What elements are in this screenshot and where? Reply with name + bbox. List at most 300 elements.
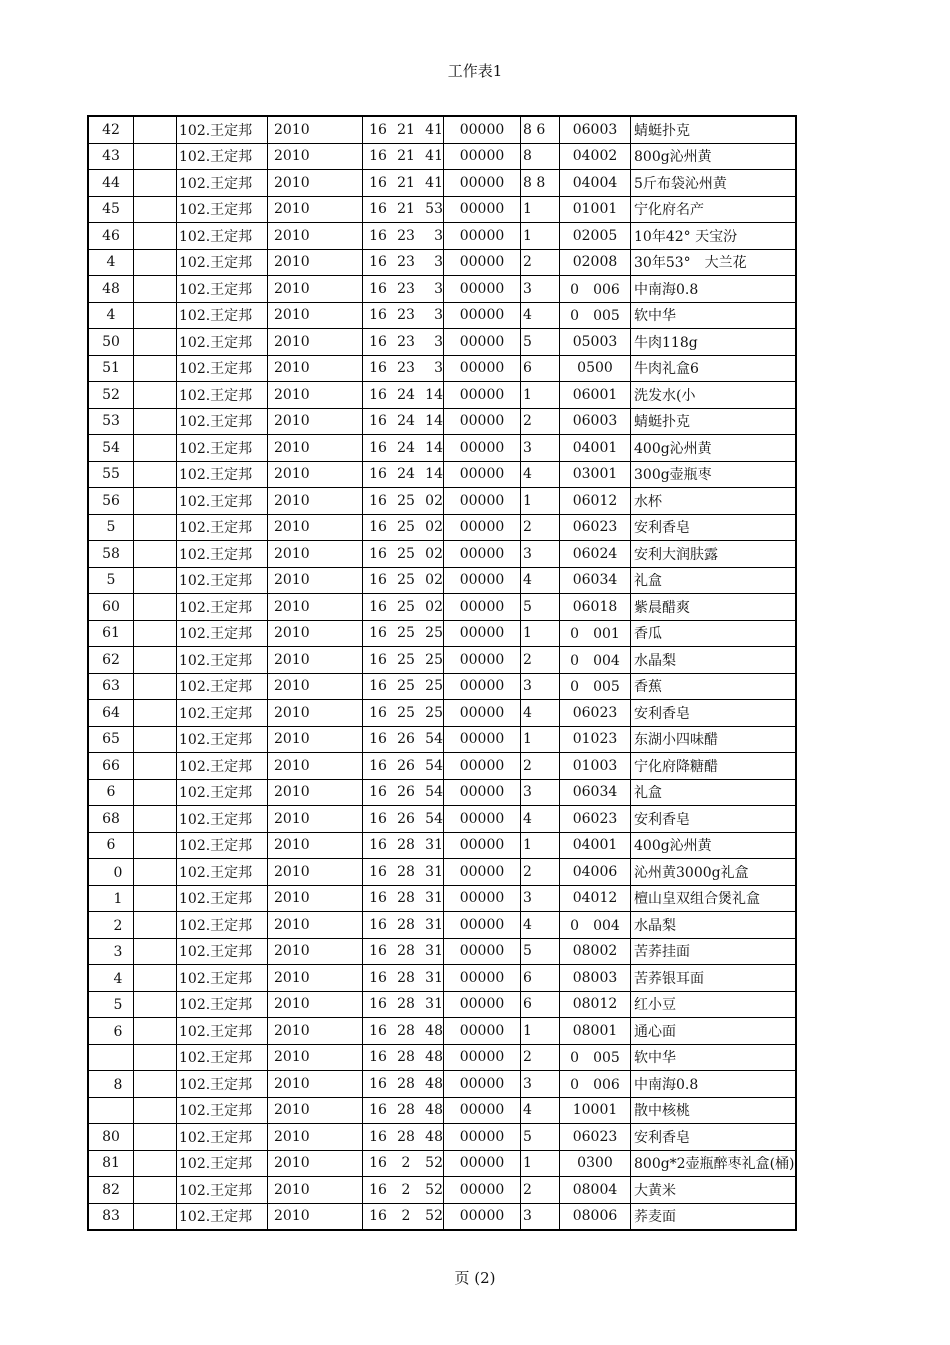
operator-name-cell: 102.王定邦 — [177, 1124, 268, 1151]
hour-cell: 28 — [393, 1124, 419, 1151]
product-code-cell: 0 001 — [560, 620, 631, 647]
row-number-cell: 5 — [88, 991, 134, 1018]
day-cell: 16 — [363, 726, 394, 753]
product-name-cell: 5斤布袋沁州黄 — [631, 170, 796, 197]
hour-cell: 2 — [393, 1150, 419, 1177]
day-cell: 16 — [363, 885, 394, 912]
table-row — [88, 912, 796, 939]
row-number-cell: 62 — [88, 647, 134, 674]
day-cell: 16 — [363, 647, 394, 674]
blank-cell — [134, 1044, 177, 1071]
operator-name-cell: 102.王定邦 — [177, 435, 268, 462]
blank-cell — [134, 541, 177, 568]
blank-cell — [134, 1124, 177, 1151]
product-name-cell: 散中核桃 — [631, 1097, 796, 1124]
operator-name-cell: 102.王定邦 — [177, 1044, 268, 1071]
blank-cell — [134, 1097, 177, 1124]
zero-code-cell: 00000 — [444, 726, 521, 753]
minute-cell: 14 — [419, 461, 444, 488]
product-code-cell: 01003 — [560, 753, 631, 780]
row-number-cell: 5 — [88, 567, 134, 594]
minute-cell: 54 — [419, 806, 444, 833]
operator-name-cell: 102.王定邦 — [177, 912, 268, 939]
day-cell: 16 — [363, 488, 394, 515]
row-number-cell: 46 — [88, 223, 134, 250]
hour-cell: 23 — [393, 223, 419, 250]
operator-name-cell: 102.王定邦 — [177, 965, 268, 992]
item-index-cell: 4 — [521, 806, 560, 833]
product-name-cell: 软中华 — [631, 302, 796, 329]
day-cell: 16 — [363, 779, 394, 806]
row-number-cell: 64 — [88, 700, 134, 727]
product-code-cell: 0 004 — [560, 912, 631, 939]
product-name-cell: 10年42° 天宝汾 — [631, 223, 796, 250]
operator-name-cell: 102.王定邦 — [177, 355, 268, 382]
row-number-cell — [88, 1044, 134, 1071]
product-name-cell: 30年53° 大兰花 — [631, 249, 796, 276]
day-cell: 16 — [363, 541, 394, 568]
minute-cell: 3 — [419, 329, 444, 356]
hour-cell: 23 — [393, 355, 419, 382]
minute-cell: 02 — [419, 488, 444, 515]
zero-code-cell: 00000 — [444, 673, 521, 700]
zero-code-cell: 00000 — [444, 1150, 521, 1177]
item-index-cell: 2 — [521, 514, 560, 541]
blank-cell — [134, 382, 177, 409]
year-cell: 2010 — [268, 1018, 363, 1045]
operator-name-cell: 102.王定邦 — [177, 647, 268, 674]
hour-cell: 26 — [393, 726, 419, 753]
product-code-cell: 03001 — [560, 461, 631, 488]
blank-cell — [134, 461, 177, 488]
year-cell: 2010 — [268, 1071, 363, 1098]
row-number-cell: 3 — [88, 938, 134, 965]
blank-cell — [134, 143, 177, 170]
year-cell: 2010 — [268, 276, 363, 303]
product-code-cell: 06023 — [560, 1124, 631, 1151]
year-cell: 2010 — [268, 541, 363, 568]
hour-cell: 23 — [393, 249, 419, 276]
table-row — [88, 408, 796, 435]
blank-cell — [134, 594, 177, 621]
year-cell: 2010 — [268, 832, 363, 859]
table-row — [88, 859, 796, 886]
item-index-cell: 1 — [521, 382, 560, 409]
day-cell: 16 — [363, 408, 394, 435]
item-index-cell: 5 — [521, 594, 560, 621]
product-code-cell: 0 006 — [560, 276, 631, 303]
minute-cell: 3 — [419, 223, 444, 250]
zero-code-cell: 00000 — [444, 647, 521, 674]
minute-cell: 3 — [419, 355, 444, 382]
table-row — [88, 1097, 796, 1124]
hour-cell: 21 — [393, 196, 419, 223]
product-name-cell: 牛肉118g — [631, 329, 796, 356]
table-row — [88, 567, 796, 594]
operator-name-cell: 102.王定邦 — [177, 1071, 268, 1098]
day-cell: 16 — [363, 302, 394, 329]
item-index-cell: 4 — [521, 567, 560, 594]
item-index-cell: 5 — [521, 938, 560, 965]
minute-cell: 25 — [419, 647, 444, 674]
operator-name-cell: 102.王定邦 — [177, 488, 268, 515]
zero-code-cell: 00000 — [444, 1044, 521, 1071]
minute-cell: 48 — [419, 1044, 444, 1071]
year-cell: 2010 — [268, 116, 363, 143]
day-cell: 16 — [363, 938, 394, 965]
product-name-cell: 800g*2壶瓶醉枣礼盒(桶) — [631, 1150, 796, 1177]
item-index-cell: 3 — [521, 541, 560, 568]
table-row — [88, 196, 796, 223]
minute-cell: 48 — [419, 1124, 444, 1151]
zero-code-cell: 00000 — [444, 196, 521, 223]
minute-cell: 31 — [419, 991, 444, 1018]
year-cell: 2010 — [268, 1177, 363, 1204]
hour-cell: 24 — [393, 382, 419, 409]
zero-code-cell: 00000 — [444, 223, 521, 250]
minute-cell: 31 — [419, 885, 444, 912]
minute-cell: 52 — [419, 1203, 444, 1230]
product-code-cell: 06012 — [560, 488, 631, 515]
blank-cell — [134, 859, 177, 886]
zero-code-cell: 00000 — [444, 435, 521, 462]
zero-code-cell: 00000 — [444, 567, 521, 594]
table-row — [88, 938, 796, 965]
day-cell: 16 — [363, 806, 394, 833]
row-number-cell: 61 — [88, 620, 134, 647]
row-number-cell — [88, 1097, 134, 1124]
blank-cell — [134, 514, 177, 541]
item-index-cell: 8 8 — [521, 170, 560, 197]
table-row — [88, 806, 796, 833]
zero-code-cell: 00000 — [444, 1177, 521, 1204]
day-cell: 16 — [363, 1150, 394, 1177]
blank-cell — [134, 779, 177, 806]
item-index-cell: 3 — [521, 1203, 560, 1230]
operator-name-cell: 102.王定邦 — [177, 541, 268, 568]
day-cell: 16 — [363, 276, 394, 303]
product-name-cell: 安利香皂 — [631, 806, 796, 833]
row-number-cell: 63 — [88, 673, 134, 700]
zero-code-cell: 00000 — [444, 461, 521, 488]
operator-name-cell: 102.王定邦 — [177, 779, 268, 806]
row-number-cell: 48 — [88, 276, 134, 303]
table-row — [88, 991, 796, 1018]
operator-name-cell: 102.王定邦 — [177, 1150, 268, 1177]
table-row — [88, 461, 796, 488]
hour-cell: 26 — [393, 779, 419, 806]
minute-cell: 3 — [419, 302, 444, 329]
blank-cell — [134, 170, 177, 197]
day-cell: 16 — [363, 1203, 394, 1230]
zero-code-cell: 00000 — [444, 938, 521, 965]
zero-code-cell: 00000 — [444, 832, 521, 859]
product-name-cell: 蜻蜓扑克 — [631, 408, 796, 435]
day-cell: 16 — [363, 673, 394, 700]
year-cell: 2010 — [268, 647, 363, 674]
table-row — [88, 223, 796, 250]
day-cell: 16 — [363, 700, 394, 727]
blank-cell — [134, 938, 177, 965]
hour-cell: 28 — [393, 991, 419, 1018]
item-index-cell: 6 — [521, 991, 560, 1018]
blank-cell — [134, 700, 177, 727]
product-name-cell: 香瓜 — [631, 620, 796, 647]
hour-cell: 26 — [393, 806, 419, 833]
table-row — [88, 726, 796, 753]
year-cell: 2010 — [268, 859, 363, 886]
product-code-cell: 01001 — [560, 196, 631, 223]
sheet-title: 工作表1 — [447, 62, 503, 80]
item-index-cell: 2 — [521, 753, 560, 780]
hour-cell: 25 — [393, 620, 419, 647]
day-cell: 16 — [363, 143, 394, 170]
year-cell: 2010 — [268, 408, 363, 435]
table-row — [88, 1150, 796, 1177]
minute-cell: 48 — [419, 1097, 444, 1124]
day-cell: 16 — [363, 196, 394, 223]
hour-cell: 25 — [393, 594, 419, 621]
table-row — [88, 832, 796, 859]
product-name-cell: 宁化府名产 — [631, 196, 796, 223]
day-cell: 16 — [363, 435, 394, 462]
item-index-cell: 1 — [521, 196, 560, 223]
minute-cell: 54 — [419, 753, 444, 780]
product-code-cell: 06003 — [560, 116, 631, 143]
blank-cell — [134, 647, 177, 674]
row-number-cell: 68 — [88, 806, 134, 833]
minute-cell: 3 — [419, 276, 444, 303]
product-name-cell: 礼盒 — [631, 567, 796, 594]
blank-cell — [134, 1177, 177, 1204]
item-index-cell: 4 — [521, 461, 560, 488]
item-index-cell: 2 — [521, 249, 560, 276]
product-name-cell: 紫晨醋爽 — [631, 594, 796, 621]
blank-cell — [134, 196, 177, 223]
blank-cell — [134, 223, 177, 250]
operator-name-cell: 102.王定邦 — [177, 382, 268, 409]
product-name-cell: 红小豆 — [631, 991, 796, 1018]
zero-code-cell: 00000 — [444, 1203, 521, 1230]
year-cell: 2010 — [268, 514, 363, 541]
item-index-cell: 3 — [521, 779, 560, 806]
zero-code-cell: 00000 — [444, 991, 521, 1018]
product-code-cell: 04004 — [560, 170, 631, 197]
table-row — [88, 170, 796, 197]
year-cell: 2010 — [268, 1203, 363, 1230]
operator-name-cell: 102.王定邦 — [177, 1018, 268, 1045]
minute-cell: 31 — [419, 965, 444, 992]
row-number-cell: 80 — [88, 1124, 134, 1151]
minute-cell: 41 — [419, 170, 444, 197]
table-row — [88, 1071, 796, 1098]
zero-code-cell: 00000 — [444, 1018, 521, 1045]
zero-code-cell: 00000 — [444, 514, 521, 541]
day-cell: 16 — [363, 170, 394, 197]
year-cell: 2010 — [268, 1097, 363, 1124]
minute-cell: 3 — [419, 249, 444, 276]
blank-cell — [134, 567, 177, 594]
day-cell: 16 — [363, 116, 394, 143]
row-number-cell: 82 — [88, 1177, 134, 1204]
day-cell: 16 — [363, 965, 394, 992]
hour-cell: 25 — [393, 700, 419, 727]
row-number-cell: 45 — [88, 196, 134, 223]
operator-name-cell: 102.王定邦 — [177, 832, 268, 859]
table-row — [88, 647, 796, 674]
operator-name-cell: 102.王定邦 — [177, 673, 268, 700]
row-number-cell: 4 — [88, 965, 134, 992]
product-code-cell: 0 005 — [560, 302, 631, 329]
blank-cell — [134, 408, 177, 435]
product-name-cell: 荞麦面 — [631, 1203, 796, 1230]
row-number-cell: 1 — [88, 885, 134, 912]
item-index-cell: 4 — [521, 302, 560, 329]
operator-name-cell: 102.王定邦 — [177, 859, 268, 886]
zero-code-cell: 00000 — [444, 1071, 521, 1098]
zero-code-cell: 00000 — [444, 116, 521, 143]
year-cell: 2010 — [268, 726, 363, 753]
year-cell: 2010 — [268, 965, 363, 992]
product-code-cell: 06034 — [560, 567, 631, 594]
table-row — [88, 700, 796, 727]
hour-cell: 24 — [393, 408, 419, 435]
year-cell: 2010 — [268, 885, 363, 912]
operator-name-cell: 102.王定邦 — [177, 620, 268, 647]
day-cell: 16 — [363, 1071, 394, 1098]
product-code-cell: 06023 — [560, 806, 631, 833]
product-name-cell: 400g沁州黄 — [631, 832, 796, 859]
product-code-cell: 02008 — [560, 249, 631, 276]
hour-cell: 28 — [393, 938, 419, 965]
operator-name-cell: 102.王定邦 — [177, 938, 268, 965]
hour-cell: 24 — [393, 461, 419, 488]
hour-cell: 25 — [393, 647, 419, 674]
product-name-cell: 礼盒 — [631, 779, 796, 806]
item-index-cell: 2 — [521, 1177, 560, 1204]
item-index-cell: 5 — [521, 329, 560, 356]
year-cell: 2010 — [268, 938, 363, 965]
operator-name-cell: 102.王定邦 — [177, 594, 268, 621]
row-number-cell: 2 — [88, 912, 134, 939]
year-cell: 2010 — [268, 249, 363, 276]
table-row — [88, 355, 796, 382]
data-table — [87, 115, 797, 1231]
blank-cell — [134, 435, 177, 462]
hour-cell: 25 — [393, 541, 419, 568]
item-index-cell: 2 — [521, 859, 560, 886]
zero-code-cell: 00000 — [444, 620, 521, 647]
row-number-cell: 44 — [88, 170, 134, 197]
product-name-cell: 宁化府降糖醋 — [631, 753, 796, 780]
blank-cell — [134, 885, 177, 912]
zero-code-cell: 00000 — [444, 170, 521, 197]
row-number-cell: 51 — [88, 355, 134, 382]
day-cell: 16 — [363, 514, 394, 541]
blank-cell — [134, 832, 177, 859]
row-number-cell: 53 — [88, 408, 134, 435]
year-cell: 2010 — [268, 223, 363, 250]
row-number-cell: 6 — [88, 779, 134, 806]
operator-name-cell: 102.王定邦 — [177, 1203, 268, 1230]
blank-cell — [134, 276, 177, 303]
minute-cell: 25 — [419, 673, 444, 700]
product-name-cell: 安利香皂 — [631, 1124, 796, 1151]
product-name-cell: 牛肉礼盒6 — [631, 355, 796, 382]
product-code-cell: 0 005 — [560, 673, 631, 700]
hour-cell: 28 — [393, 885, 419, 912]
product-name-cell: 中南海0.8 — [631, 1071, 796, 1098]
item-index-cell: 1 — [521, 832, 560, 859]
row-number-cell: 42 — [88, 116, 134, 143]
row-number-cell: 4 — [88, 302, 134, 329]
year-cell: 2010 — [268, 1124, 363, 1151]
product-code-cell: 0300 — [560, 1150, 631, 1177]
table-row — [88, 302, 796, 329]
day-cell: 16 — [363, 912, 394, 939]
year-cell: 2010 — [268, 355, 363, 382]
minute-cell: 41 — [419, 143, 444, 170]
operator-name-cell: 102.王定邦 — [177, 567, 268, 594]
hour-cell: 21 — [393, 143, 419, 170]
product-code-cell: 04012 — [560, 885, 631, 912]
table-row — [88, 514, 796, 541]
product-code-cell: 08012 — [560, 991, 631, 1018]
row-number-cell: 6 — [88, 1018, 134, 1045]
year-cell: 2010 — [268, 302, 363, 329]
operator-name-cell: 102.王定邦 — [177, 753, 268, 780]
item-index-cell: 1 — [521, 223, 560, 250]
zero-code-cell: 00000 — [444, 753, 521, 780]
product-code-cell: 06034 — [560, 779, 631, 806]
row-number-cell: 6 — [88, 832, 134, 859]
row-number-cell: 60 — [88, 594, 134, 621]
year-cell: 2010 — [268, 461, 363, 488]
day-cell: 16 — [363, 461, 394, 488]
zero-code-cell: 00000 — [444, 859, 521, 886]
blank-cell — [134, 726, 177, 753]
product-code-cell: 06023 — [560, 700, 631, 727]
product-code-cell: 06018 — [560, 594, 631, 621]
hour-cell: 23 — [393, 329, 419, 356]
zero-code-cell: 00000 — [444, 249, 521, 276]
blank-cell — [134, 249, 177, 276]
product-name-cell: 中南海0.8 — [631, 276, 796, 303]
year-cell: 2010 — [268, 567, 363, 594]
zero-code-cell: 00000 — [444, 1124, 521, 1151]
item-index-cell: 3 — [521, 1071, 560, 1098]
blank-cell — [134, 806, 177, 833]
item-index-cell: 3 — [521, 276, 560, 303]
day-cell: 16 — [363, 620, 394, 647]
minute-cell: 41 — [419, 116, 444, 143]
minute-cell: 02 — [419, 594, 444, 621]
row-number-cell: 4 — [88, 249, 134, 276]
product-name-cell: 安利大润肤露 — [631, 541, 796, 568]
hour-cell: 2 — [393, 1203, 419, 1230]
table-row — [88, 1018, 796, 1045]
table-row — [88, 1124, 796, 1151]
minute-cell: 02 — [419, 567, 444, 594]
hour-cell: 23 — [393, 276, 419, 303]
zero-code-cell: 00000 — [444, 408, 521, 435]
year-cell: 2010 — [268, 488, 363, 515]
hour-cell: 26 — [393, 753, 419, 780]
year-cell: 2010 — [268, 1044, 363, 1071]
operator-name-cell: 102.王定邦 — [177, 726, 268, 753]
blank-cell — [134, 1203, 177, 1230]
operator-name-cell: 102.王定邦 — [177, 116, 268, 143]
